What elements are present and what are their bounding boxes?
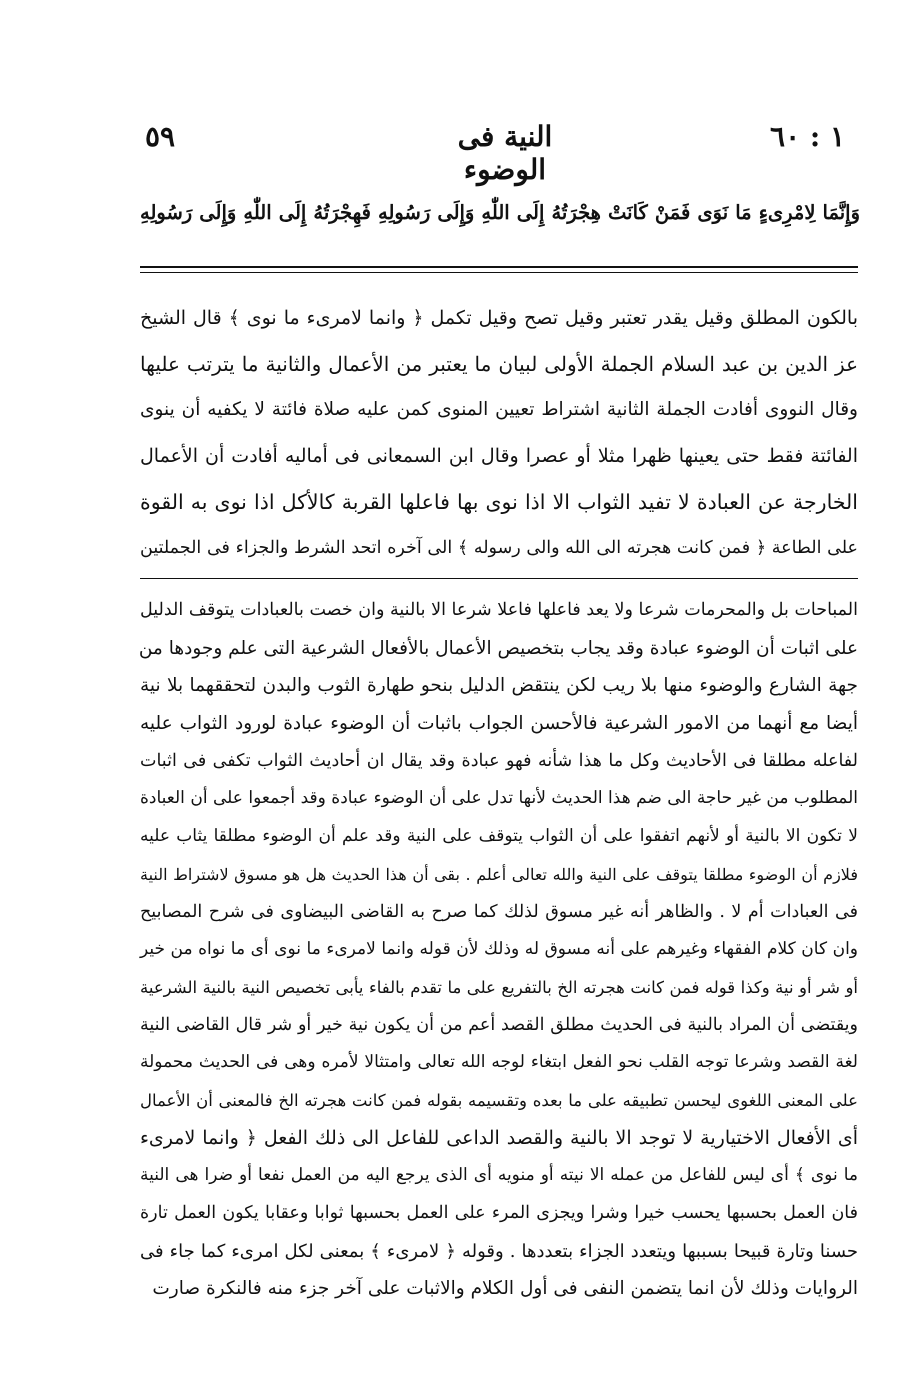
double-divider-top (140, 266, 858, 268)
footnote-line: فى العبادات أم لا . والظاهر أنه غير مسوق لذلك كما صرح به القاضى البيضاوى فى شرح المصابيح (140, 901, 858, 922)
footnote-line: لفاعله مطلقا فى الأحاديث وكل ما هذا شأنه فهو عبادة وقد يقال ان أحاديث الثواب تكفى فى اثبات (140, 750, 858, 771)
hadith-text: وَإِنَّمَا لِامْرِىءٍ مَا نَوَى فَمَنْ كَانَتْ هِجْرَتُهُ إِلَى اللّٰهِ وَإِلَى رَسُولِهِ فَهِجْرَتُهُ إِلَى اللّٰهِ وَإِلَى رَسُولِهِ (140, 201, 860, 224)
commentary-block (140, 295, 858, 571)
commentary-line: عز الدين بن عبد السلام الجملة الأولى لبيان ما يعتبر من الأعمال والثانية ما يترتب عليها (140, 352, 858, 376)
page-number: ٥٩ (145, 120, 176, 153)
commentary-line: بالكون المطلق وقيل يقدر تعتبر وقيل تصح وقيل تكمل ﴿ وانما لامرىء ما نوى ﴾ قال الشيخ (140, 307, 858, 329)
footnote-line: وان كان كلام الفقهاء وغيرهم على أنه مسوق له وذلك لأن قوله وانما لامرىء ما نوى أى ما نواه من خير (140, 939, 858, 960)
footnote-line: المطلوب من غير حاجة الى ضم هذا الحديث لأنها تدل على أن الوضوء عبادة وقد أجمعوا على أن العبادة (140, 788, 858, 809)
section-divider (140, 578, 858, 579)
footnote-line: الروايات وذلك لأن انما يتضمن النفى فى أول الكلام والاثبات على آخر جزء منه فالنكرة صارت (152, 1278, 858, 1300)
hadith-reference: ١ : ٦٠ (770, 120, 845, 153)
commentary-line: الفائتة فقط حتى يعينها ظهرا مثلا أو عصرا وقال ابن السمعانى فى أماليه أفادت أن الأعمال (140, 445, 859, 467)
footnote-line: فلازم أن الوضوء مطلقا يتوقف على النية والله تعالى أعلم . بقى أن هذا الحديث هل هو مسوق لاشتراط النية (140, 864, 859, 884)
footnote-line: أيضا مع أنهما من الامور الشرعية فالأحسن الجواب باثبات أن الوضوء عبادة لورود الثواب عليه (140, 713, 858, 735)
footnote-line: المباحات بل والمحرمات شرعا ولا يعد فاعلها فاعلا شرعا الا بالنية وان خصت بالعبادات يتوقف الدليل (140, 600, 858, 620)
commentary-line: الخارجة عن العبادة لا تفيد الثواب الا اذا نوى بها فاعلها القربة كالأكل اذا نوى به القوة (140, 490, 858, 514)
page-title: النية فى الوضوء (457, 120, 553, 186)
footnote-line: على المعنى اللغوى ليحسن تطبيقه على ما بعده وتقسيمه بقوله فمن كانت هجرته الخ فالمعنى أن الأعمال (140, 1090, 858, 1110)
footnote-line: على اثبات أن الوضوء عبادة وقد يجاب بتخصيص الأعمال بالأفعال الشرعية التى علم وجودها من (138, 637, 858, 659)
footnote-line: حسنا وتارة قبيحا بسببها ويتعدد الجزاء بتعددها . وقوله ﴿ لامرىء ﴾ بمعنى لكل امرىء كما جاء فى (140, 1240, 858, 1262)
footnote-line: لا تكون الا بالنية أو لأنهم اتفقوا على أن الثواب يتوقف على النية وقد علم أن الوضوء مطلقا يثاب عليه (140, 826, 858, 847)
footnote-line: ما نوى ﴾ أى ليس للفاعل من عمله الا نيته أو منويه أى الذى يرجع اليه من العمل نفعا أو ضرا هى النية (140, 1165, 858, 1186)
page-header (145, 120, 845, 186)
commentary-line: على الطاعة ﴿ فمن كانت هجرته الى الله والى رسوله ﴾ الى آخره اتحد الشرط والجزاء فى الجملتين (140, 538, 858, 558)
footnote-line: أى الأفعال الاختيارية لا توجد الا بالنية والقصد الداعى للفاعل الى ذلك الفعل ﴿ وانما لامرىء (140, 1126, 858, 1149)
footnote-block (140, 592, 858, 1308)
double-divider-bottom (140, 272, 858, 273)
footnote-line: ويقتضى أن المراد بالنية فى الحديث مطلق القصد أعم من أن يكون نية خير أو شر قال القاضى النية (140, 1014, 858, 1035)
footnote-line: لغة القصد وشرعا توجه القلب نحو الفعل ابتغاء لوجه الله تعالى وامتثالا لأمره وهى فى الحديث محمولة (140, 1052, 858, 1073)
footnote-line: فان العمل بحسبها يحسب خيرا وشرا ويجزى المرء على العمل بحسبها ثوابا وعقابا يكون العمل تارة (140, 1203, 858, 1223)
footnote-line: أو شر أو نية وكذا قوله فمن كانت هجرته الخ بالتفريع على ما تقدم بالفاء يأبى تخصيص النية بالنية الشرعية (140, 977, 858, 997)
footnote-line: جهة الشارع والوضوء منها بلا ريب لكن ينتقض الدليل بنحو طهارة الثوب والبدن لتحققهما بلا نية (140, 675, 858, 697)
commentary-line: وقال النووى أفادت الجملة الثانية اشتراط تعيين المنوى كمن عليه صلاة فائتة لا يكفيه أن ينوى (140, 399, 858, 420)
